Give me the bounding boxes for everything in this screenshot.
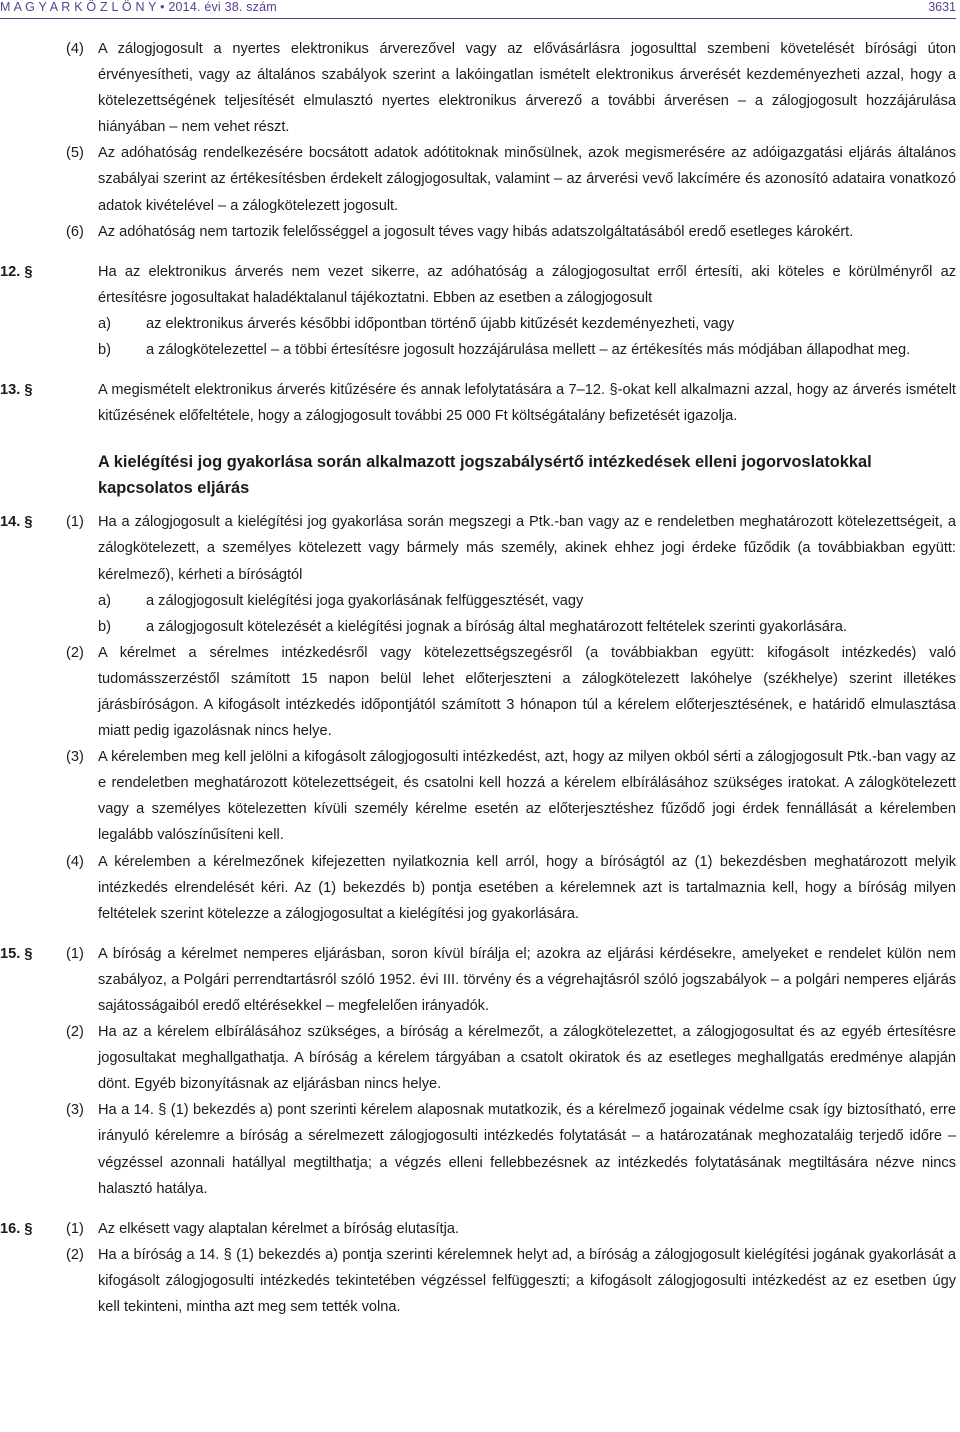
journal-title: M A G Y A R K Ö Z L Ö N Y • 2014. évi 38. szám: [0, 0, 277, 14]
section-16: [0, 1216, 956, 1242]
paragraph-number: (3): [66, 749, 84, 766]
paragraph-text: Az elkésett vagy alaptalan kérelmet a bíróság elutasítja.: [98, 1220, 459, 1237]
item-label: a): [98, 315, 111, 332]
page-header: [0, 0, 960, 18]
section-13: [0, 377, 956, 429]
paragraph-4: [0, 36, 956, 140]
paragraph-number: (3): [66, 1102, 84, 1119]
paragraph-text: Ha a bíróság a 14. § (1) bekezdés a) pontja szerinti kérelemnek helyt ad, a bíróság a zálogjogosult kielégítési jogának gyakorlását a kifogásolt zálogjogosulti intézkedés tekintetében végzéssel felfüggeszti; a kifogásolt zálogjogosulti intézkedést az ez esetben úgy kell tekinteni, mintha azt meg sem tették volna.: [98, 1246, 956, 1316]
section-heading: A kielégítési jog gyakorlása során alkalmazott jogszabálysértő intézkedések elleni jogorvoslatokkal kapcsolatos eljárás: [98, 453, 872, 498]
paragraph-5: [0, 140, 956, 218]
section-text: Ha az elektronikus árverés nem vezet sikerre, az adóhatóság a zálogjogosultat erről értesíti, aki köteles e körülményről az értesítésre jogosultakat haladéktalanul tájékoztatni. Ebben az esetben a zálogjogosult: [98, 263, 956, 306]
header-divider: [0, 18, 956, 19]
paragraph-number: (1): [66, 514, 84, 531]
paragraph-number: (2): [66, 1024, 84, 1041]
item-text: az elektronikus árverés későbbi időpontban történő újabb kitűzését kezdeményezheti, vagy: [146, 315, 735, 332]
section-14-paragraph-4: [0, 849, 956, 927]
section-label: 14. §: [0, 514, 33, 531]
paragraph-number: (6): [66, 223, 84, 240]
section-14: [0, 509, 956, 639]
section-label: 13. §: [0, 382, 33, 399]
paragraph-text: A bíróság a kérelmet nemperes eljárásban, soron kívül bírálja el; azokra az eljárási kérdésekre, amelyeket e rendelet külön nem szabályoz, a Polgári perrendtartásról szóló 1952. évi III. törvény és a végrehajtásról szóló jogszabályok – a polgári nemperes eljárás sajátosságaiból eredő eltérésekkel – megfelelően irányadók.: [98, 945, 956, 1014]
paragraph-number: (1): [66, 1220, 84, 1237]
paragraph-text: A kérelmet a sérelmes intézkedésről vagy kötelezettségszegésről (a továbbiakban együtt: kifogásolt intézkedés) való tudomásszerzéstől számított 15 napon belül lehet előterjeszteni a zálogkötelezett lakóhelye (székhelye) szerint illetékes járásbíróságon. A kifogásolt intézkedés időpontjától számított 3 hónapon túl a kérelem előterjesztésének, e határidő elmulasztása miatt pedig igazolásnak nincs helye.: [98, 644, 956, 740]
item-label: b): [98, 618, 111, 635]
list-item: [98, 588, 956, 614]
section-text: A megismételt elektronikus árverés kitűzésére és annak lefolytatására a 7–12. §-okat kell alkalmazni azzal, hogy az árverés ismételt kitűzésének előfeltétele, hogy a zálogjogosult további 25 000 Ft költségátalány befizetését igazolja.: [98, 382, 956, 425]
paragraph-6: [0, 219, 956, 245]
paragraph-text: Ha a zálogjogosult a kielégítési jog gyakorlása során megszegi a Ptk.-ban vagy az e rendeletben meghatározott kötelezettségeit, a zálogkötelezett, a személyes kötelezett vagy bármely más személy, akinek ehhez jogi érdeke fűződik (a továbbiakban együtt: kérelmező), kérheti a bíróságtól: [98, 514, 956, 583]
section-15-paragraph-2: [0, 1019, 956, 1097]
item-text: a zálogjogosult kötelezését a kielégítési jognak a bíróság által meghatározott feltételek szerinti gyakorlására.: [146, 618, 847, 635]
section-16-paragraph-2: [0, 1242, 956, 1320]
section-14-paragraph-3: [0, 744, 956, 848]
section-15: [0, 941, 956, 1019]
list-item: [98, 311, 956, 337]
paragraph-number: (2): [66, 1246, 84, 1263]
paragraph-text: Ha a 14. § (1) bekezdés a) pont szerinti kérelem alaposnak mutatkozik, és a kérelmező jogainak védelme csak így biztosítható, erre irányuló kérelemre a bíróság a sérelmezett zálogjogosulti intézkedés folytatását – a határozatának meghozataláig terjedő időre – végzéssel azonnali hatállyal megtilthatja; a végzés elleni fellebbezésnek az intézkedés folytatásának megtiltására nézve nincs halasztó hatálya.: [98, 1102, 956, 1197]
paragraph-number: (1): [66, 945, 84, 962]
list-item: [98, 614, 956, 640]
paragraph-text: A kérelemben a kérelmezőnek kifejezetten nyilatkoznia kell arról, hogy a bíróságtól az (1) bekezdésben meghatározott melyik intézkedés elrendelését kéri. Az (1) bekezdés b) pontja esetében a kérelemnek azt is tartalmaznia kell, hogy a bíróság milyen feltételek szerint kötelezze a zálogjogosultat a kielégítési jog gyakorlására.: [98, 853, 956, 922]
item-text: a zálogkötelezettel – a többi értesítésre jogosult hozzájárulása mellett – az értékesítés más módjában állapodhat meg.: [146, 342, 911, 359]
section-12: [0, 259, 956, 363]
paragraph-number: (2): [66, 644, 84, 661]
item-text: a zálogjogosult kielégítési joga gyakorlásának felfüggesztését, vagy: [146, 592, 584, 609]
paragraph-number: (4): [66, 853, 84, 870]
section-15-paragraph-3: [0, 1097, 956, 1201]
item-label: b): [98, 342, 111, 359]
paragraph-text: Az adóhatóság rendelkezésére bocsátott adatok adótitoknak minősülnek, azok megismerésére az adóigazgatási eljárás általános szabályai szerint az értékesítésben érdekelt zálogjogosultak, valamint – az árverési vevő lakcímére és azonosító adataira vonatkozó adatok kivételével – a zálogkötelezett jogosult.: [98, 145, 956, 214]
page-number: 3631: [928, 0, 956, 14]
section-label: 12. §: [0, 263, 33, 280]
section-label: 15. §: [0, 945, 33, 962]
paragraph-text: A zálogjogosult a nyertes elektronikus árverezővel vagy az elővásárlásra jogosulttal szembeni követelését bírósági úton érvényesítheti, vagy az általános szabályok szerint a lakóingatlan ismételt elektronikus árverését kezdeményezheti azzal, hogy a kötelezettségének teljesítését elmulasztó nyertes elektronikus árverező a további árverésen – a zálogjogosult hozzájárulása hiányában – nem vehet részt.: [98, 41, 956, 136]
item-label: a): [98, 592, 111, 609]
paragraph-text: A kérelemben meg kell jelölni a kifogásolt zálogjogosulti intézkedést, azt, hogy az milyen okból sérti a zálogjogosult Ptk.-ban vagy az e rendeletben meghatározott kötelezettségeit, és csatolni kell hozzá a kérelem elbírálásához szükséges iratokat. A zálogkötelezett vagy a személyes kötelezetten kívüli személy kérelme esetén az előterjesztéshez fűződő jogi érdek fennállását a kérelemben legalább valószínűsíteni kell.: [98, 749, 956, 844]
paragraph-text: Ha az a kérelem elbírálásához szükséges, a bíróság a kérelmezőt, a zálogkötelezettet, a zálogjogosultat és az egyéb értesítésre jogosultakat meghallgathatja. A bíróság a kérelem tárgyában a csatolt okiratok és az esetleges meghallgatás eredménye alapján dönt. Egyéb bizonyításnak az eljárásban nincs helye.: [98, 1024, 956, 1093]
section-14-paragraph-2: [0, 640, 956, 744]
section-label: 16. §: [0, 1220, 33, 1237]
paragraph-number: (4): [66, 41, 84, 57]
list-item: [98, 337, 956, 363]
paragraph-text: Az adóhatóság nem tartozik felelősséggel a jogosult téves vagy hibás adatszolgáltatásából eredő esetleges károkért.: [98, 223, 854, 240]
document-body: [0, 36, 956, 1320]
paragraph-number: (5): [66, 145, 84, 162]
